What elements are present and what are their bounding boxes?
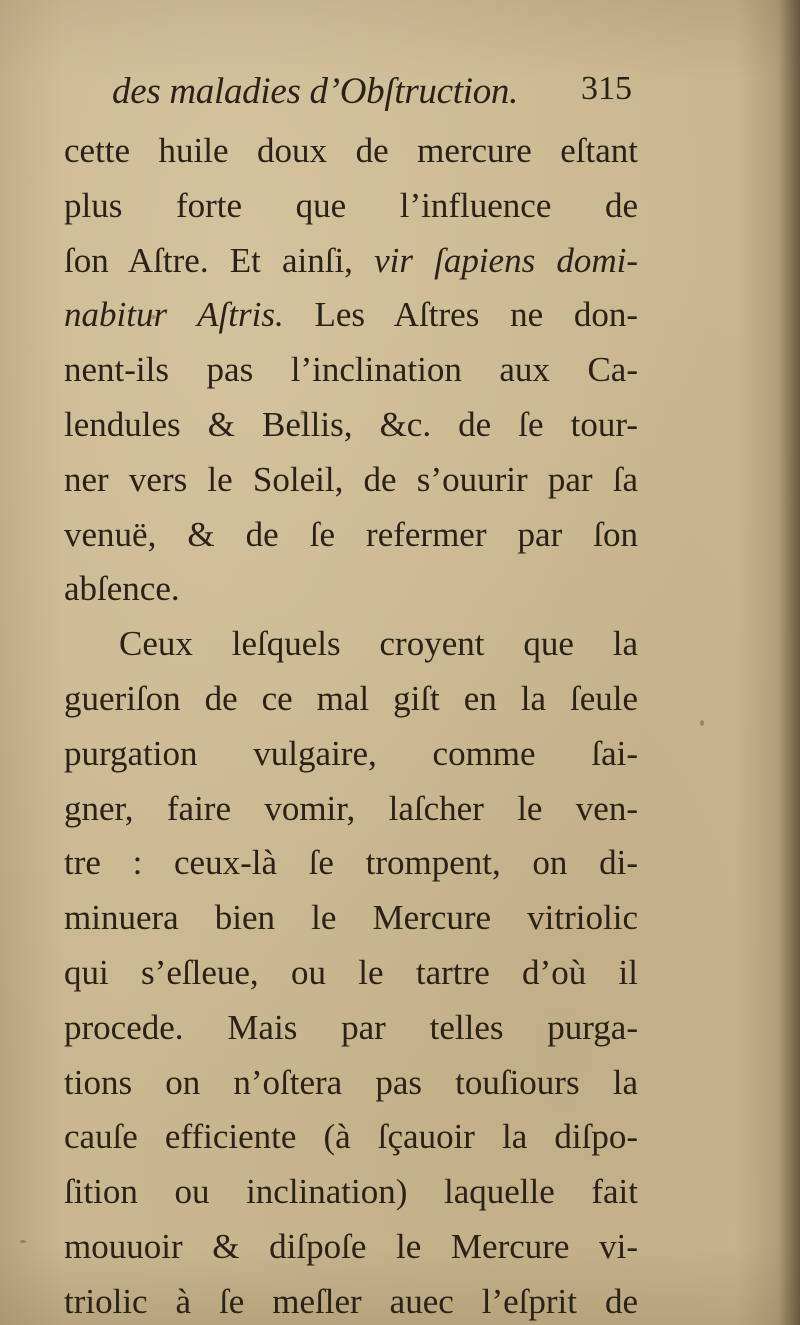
text-run: ſon Aſtre. Et ainſi,: [64, 240, 375, 280]
text-line: gueriſon de ce mal giſt en la ſeule: [64, 678, 638, 718]
page-number: 315: [581, 70, 632, 107]
text-line: tre : ceux-là ſe trompent, on di-: [64, 843, 638, 883]
text-line: abſence.: [64, 569, 180, 609]
paper-speck: [700, 720, 704, 726]
text-line: qui s’eſleue, ou le tartre d’où il: [64, 952, 638, 992]
text-line: plus forte que l’influence de: [64, 185, 638, 225]
page-edge-shadow: [778, 0, 800, 1325]
text-line: nent-ils pas l’inclination aux Ca-: [64, 350, 638, 390]
text-line: minuera bien le Mercure vitriolic: [64, 898, 638, 938]
text-line: gner, faire vomir, laſcher le ven-: [64, 788, 638, 828]
text-line: [64, 288, 638, 343]
text-line: tions on n’oſtera pas touſiours la: [64, 1062, 638, 1102]
body-text: [64, 124, 638, 1325]
text-line: venuë, & de ſe refermer par ſon: [64, 514, 638, 554]
latin-phrase: nabitur Aſtris.: [64, 295, 284, 335]
running-head-title: des maladies d’Obſtruction.: [112, 71, 519, 112]
text-line: procede. Mais par telles purga-: [64, 1007, 638, 1047]
text-line: cauſe efficiente (à ſçauoir la diſpo-: [64, 1117, 638, 1157]
running-head: [112, 70, 632, 120]
text-line: triolic à ſe meſler auec l’eſprit de: [64, 1281, 638, 1321]
text-line: cette huile doux de mercure eſtant: [64, 131, 638, 170]
text-line: [64, 234, 638, 289]
paper-speck: [20, 1240, 26, 1243]
latin-phrase: vir ſapiens domi-: [374, 240, 638, 280]
text-line: ner vers le Soleil, de s’ouurir par ſa: [64, 459, 638, 499]
text-line: mouuoir & diſpoſe le Mercure vi-: [64, 1226, 638, 1266]
text-line: purgation vulgaire, comme ſai-: [64, 733, 638, 773]
text-run: Les Aſtres ne don-: [283, 295, 638, 335]
paragraph-first-line: Ceux leſquels croyent que la: [119, 624, 638, 664]
text-line: ſition ou inclination) laquelle fait: [64, 1172, 638, 1212]
text-line: lendules & Bellis, &c. de ſe tour-: [64, 404, 638, 444]
